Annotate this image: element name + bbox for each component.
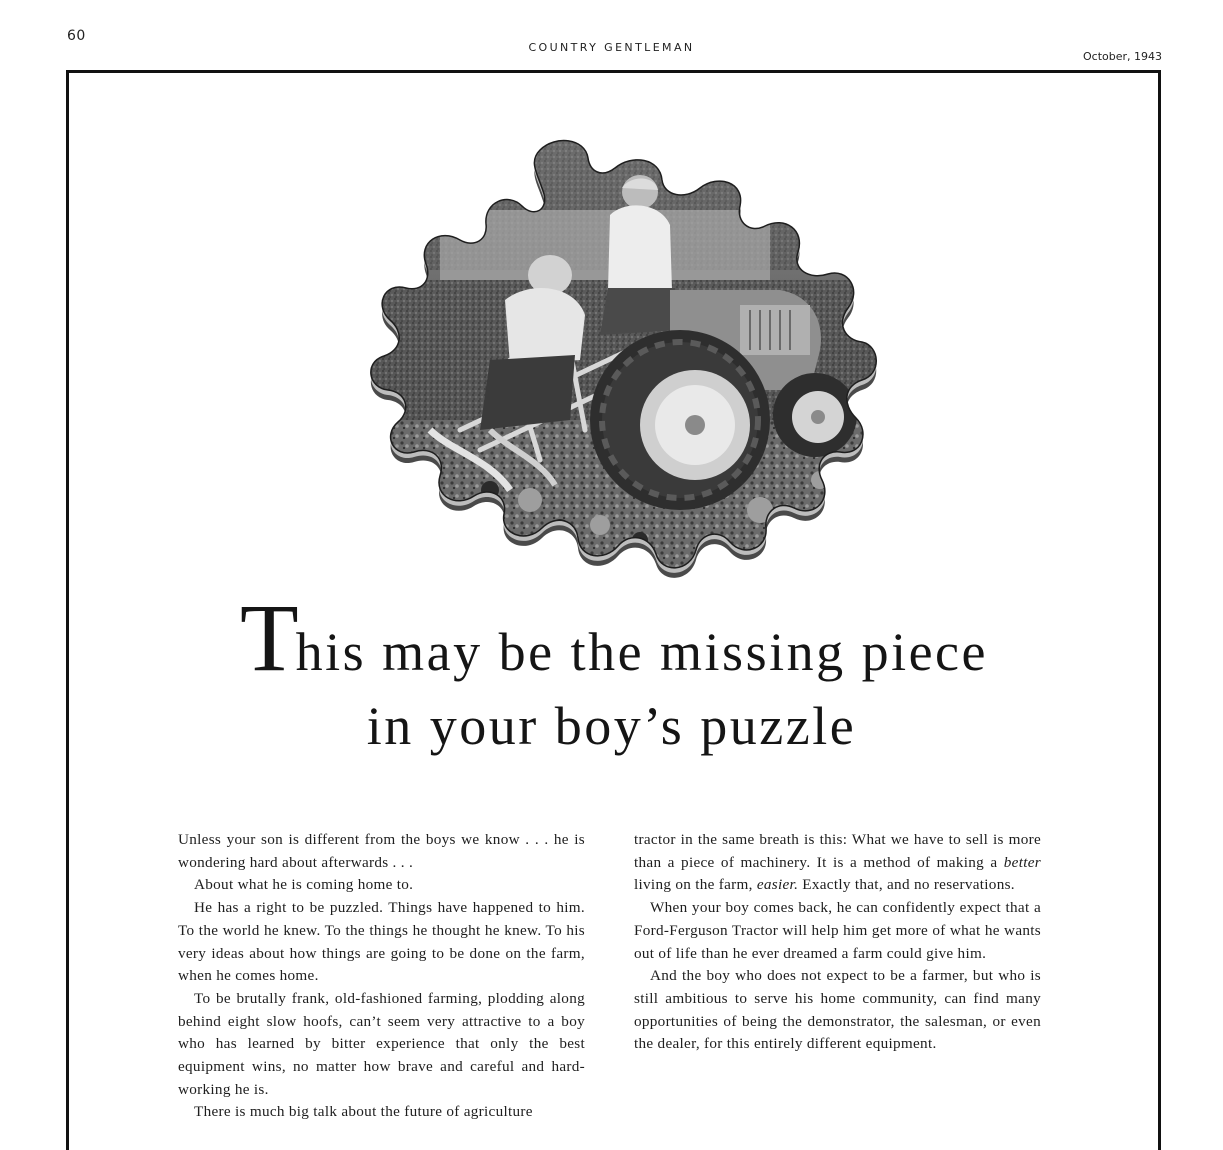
tractor-photo xyxy=(340,130,885,595)
tractor-puzzle-illustration xyxy=(340,130,885,595)
header-page-number: 60 xyxy=(67,28,86,44)
body-paragraph xyxy=(634,829,1041,897)
headline-line-2: in your boy’s puzzle xyxy=(366,696,857,756)
body-paragraph: He has a right to be puzzled. Things have happened to him. To the world he knew. To the things he thought he knew. To his very ideas about how things are going to be done on the farm, when he comes home. xyxy=(178,899,585,985)
body-paragraph: There is much big talk about the future of agriculture xyxy=(194,1103,533,1121)
body-column-left xyxy=(178,829,585,1124)
body-text-run: tractor in the same breath is this: What we have to sell is more than a piece of machinery. It is a method of making a xyxy=(634,831,1041,871)
body-paragraph: When your boy comes back, he can confidently expect that a Ford-Ferguson Tractor will help him get more of what he wants out of life than he ever dreamed a farm could give him. xyxy=(634,899,1041,962)
body-text-run: living on the farm, xyxy=(634,876,757,894)
body-column-right xyxy=(634,829,1041,1056)
body-paragraph: And the boy who does not expect to be a farmer, but who is still ambitious to serve his home community, can find many opportunities of being the demonstrator, the salesman, or even the dealer, for this entirely different equipment. xyxy=(634,967,1041,1053)
header-publication-title: COUNTRY GENTLEMAN xyxy=(528,41,695,54)
headline-initial: T xyxy=(239,584,296,691)
body-text-emphasis: better xyxy=(1003,853,1041,871)
body-paragraph: About what he is coming home to. xyxy=(194,876,414,894)
body-paragraph: Unless your son is different from the boys we know . . . he is wondering hard about afterwards . . . xyxy=(178,831,585,871)
body-paragraph: To be brutally frank, old-fashioned farming, plodding along behind eight slow hoofs, can’t seem very attractive to a boy who has learned by bitter experience that only the best equipment wins, no matter how brave and careful and hard-working he is. xyxy=(178,989,585,1098)
body-text-run: Exactly that, and no reservations. xyxy=(798,876,1015,894)
body-text-emphasis: easier. xyxy=(756,876,799,894)
headline-line-1 xyxy=(0,584,1223,692)
header-issue-date: October, 1943 xyxy=(1082,50,1162,63)
headline xyxy=(0,584,1223,758)
headline-line-1-text: his may be the missing piece xyxy=(295,622,988,682)
